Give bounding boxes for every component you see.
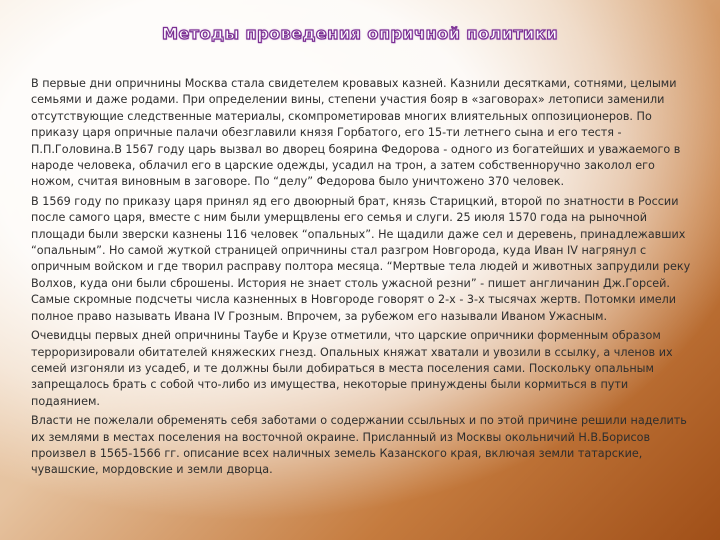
paragraph-4: Власти не пожелали обременять себя заботами о содержании ссыльных и по этой причине решили наделить их землями в местах поселения на восточной окраине. Присланный из Москвы окольничий Н.В.Борисов произвел в 1565-1566 гг. описание всех наличных земель Казанского края, включая земли татарские, чувашские, мордовские и земли дворца. bbox=[31, 414, 687, 477]
paragraph-1: В первые дни опричнины Москва стала свидетелем кровавых казней. Казнили десятками, сотнями, целыми семьями и даже родами. При определении вины, степени участия бояр в «заговорах» летописи заменили отсутствующие следственные материалы, скомпрометировав многих влиятельных оппозиционеров. По приказу царя опричные палачи обезглавили князя Горбатого, его 15-ти летнего сына и его тестя - П.П.Головина.В 1567 году царь вызвал во дворец боярина Федорова - одного из богатейших и уважаемого в народе человека, облачил его в царские одежды, усадил на трон, а затем собственноручно заколол его ножом, считая виновным в заговоре. По “делу” Федорова было уничтожено 370 человек. bbox=[31, 77, 681, 189]
paragraph-2: В 1569 году по приказу царя принял яд его двоюрный брат, князь Старицкий, второй по знатности в России после самого царя, вместе с ним были умерщвлены его семья и слуги. 25 июля 1570 года на рыночной площади были зверски казнены 116 человек “опальных”. Не щадили даже сел и деревень, принадлежавших “опальным”. Но самой жуткой страницей опричнины стал разгром Новгорода, куда Иван IV нагрянул с опричным войском и где творил расправу полтора месяца. “Мертвые тела людей и животных запрудили реку Волхов, куда они были сброшены. История не знает столь ужасной резни” - пишет англичанин Дж.Горсей. Самые скромные подсчеты числа казненных в Новгороде говорят о 2-х - 3-х тысячах жертв. Потомки имели полное право называть Ивана IV Грозным. Впрочем, за рубежом его называли Иваном Ужасным. bbox=[31, 194, 691, 323]
paragraph-3: Очевидцы первых дней опричнины Таубе и Крузе отметили, что царские опричники форменным образом терроризировали обитателей княжеских гнезд. Опальных княжат хватали и увозили в ссылку, а членов их семей изгоняли из усадеб, и те должны были добираться в места поселения сами. Поскольку опальным запрещалось брать с собой что-либо из имущества, некоторые принуждены были кормиться в пути подаянием. bbox=[31, 329, 673, 408]
slide-title: Методы проведения опричной политики bbox=[162, 24, 558, 43]
slide-body bbox=[31, 76, 691, 482]
